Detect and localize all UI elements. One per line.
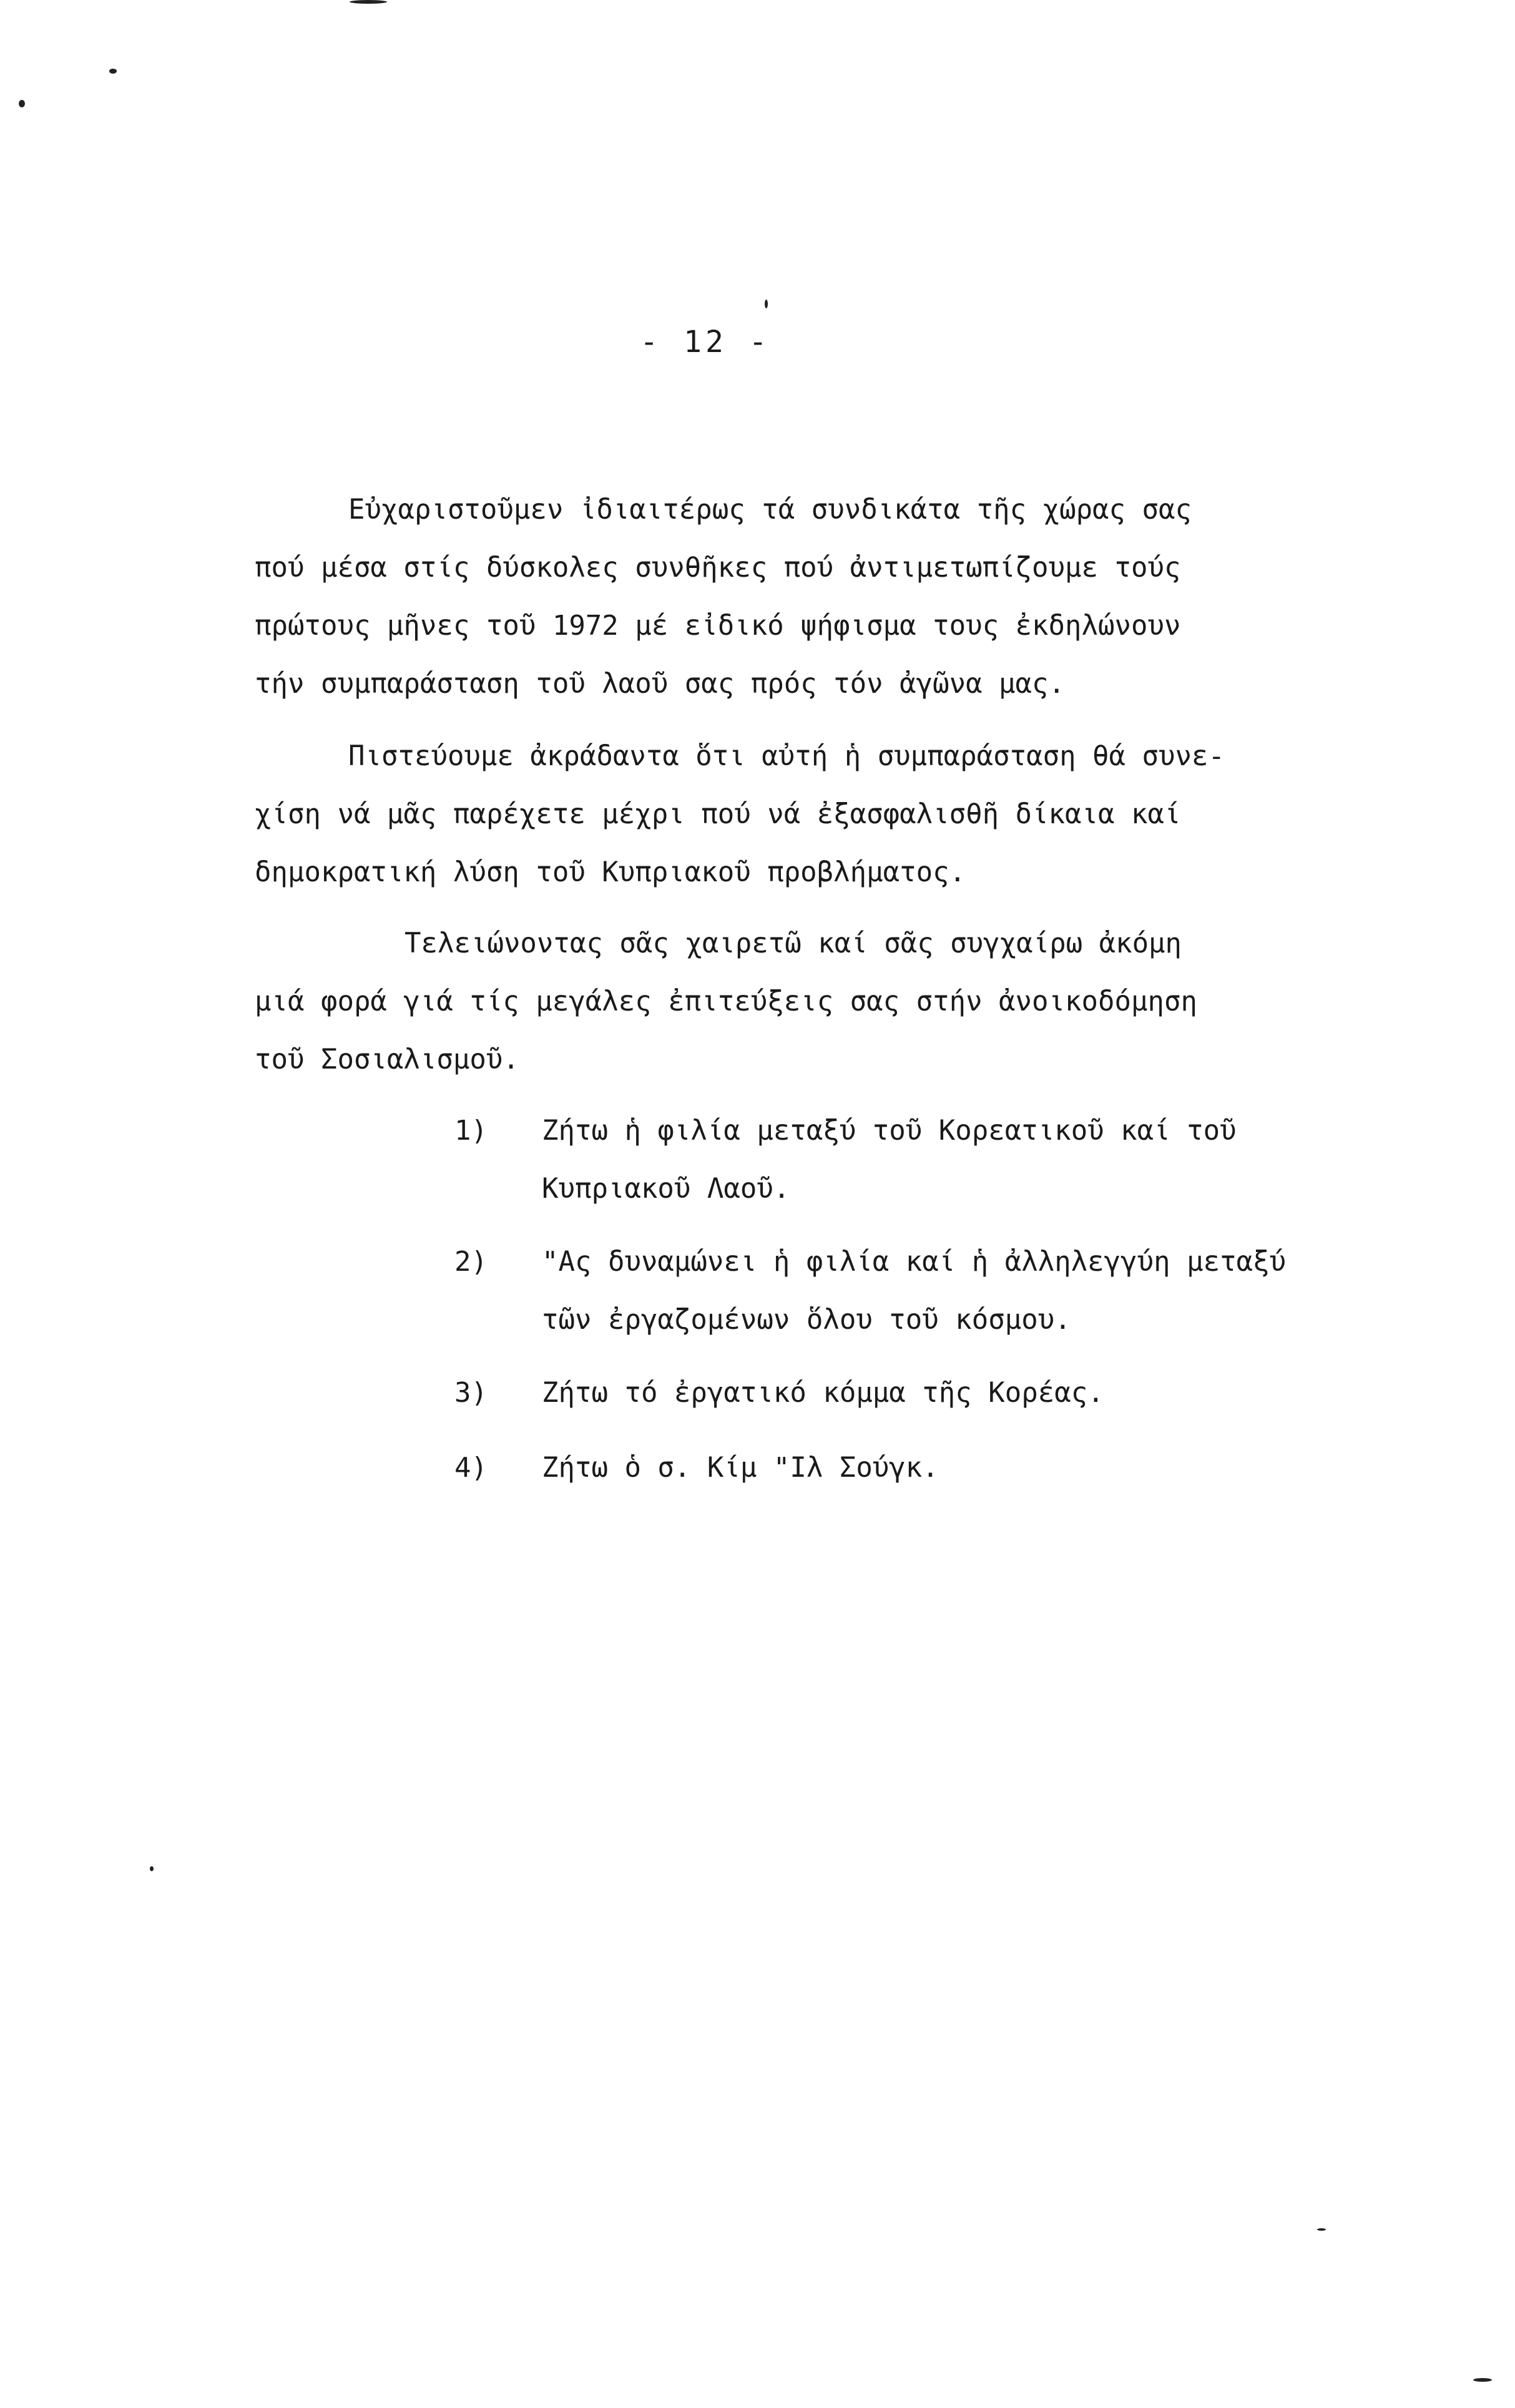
list-text: τῶν ἐργαζομένων ὅλου τοῦ κόσμου.: [542, 1304, 1071, 1336]
slogan-list: [255, 1102, 1378, 1539]
scan-speck: [19, 100, 25, 107]
paragraph-line: μιά φορά γιά τίς μεγάλες ἐπιτεύξεις σας στήν ἀνοικοδόμηση: [255, 986, 1197, 1017]
scan-speck: [765, 300, 768, 308]
paragraph-3: [255, 914, 1378, 1089]
paragraph-line: πού μέσα στίς δύσκολες συνθῆκες πού ἀντιμετωπίζουμε τούς: [255, 552, 1181, 584]
paragraph-line: Πιστεύουμε ἀκράδαντα ὅτι αὐτή ἡ συμπαράσταση θά συνε-: [348, 740, 1225, 772]
list-number: 3): [454, 1377, 488, 1409]
list-number: 2): [454, 1246, 488, 1278]
scan-speck: [1317, 2228, 1326, 2231]
scan-speck: [109, 69, 117, 74]
paragraph-line: χίση νά μᾶς παρέχετε μέχρι πού νά ἐξασφαλισθῆ δίκαια καί: [255, 798, 1181, 830]
list-number: 4): [454, 1452, 488, 1484]
list-number: 1): [454, 1115, 488, 1147]
scan-speck: [350, 0, 387, 4]
list-text: Κυπριακοῦ Λαοῦ.: [542, 1173, 790, 1205]
paragraph-line: Τελειώνοντας σᾶς χαιρετῶ καί σᾶς συγχαίρω ἀκόμη: [404, 927, 1182, 959]
paragraph-line: τήν συμπαράσταση τοῦ λαοῦ σας πρός τόν ἀγῶνα μας.: [255, 668, 1066, 700]
list-text: Ζήτω τό ἐργατικό κόμμα τῆς Κορέας.: [542, 1377, 1104, 1409]
list-text: "Ας δυναμώνει ἡ φιλία καί ἡ ἀλληλεγγύη μεταξύ: [542, 1246, 1287, 1278]
page-number: - 12 -: [640, 325, 771, 360]
paragraph-1: [255, 481, 1378, 713]
scan-speck: [1473, 2378, 1492, 2382]
list-text: Ζήτω ἡ φιλία μεταξύ τοῦ Κορεατικοῦ καί τοῦ: [542, 1115, 1237, 1147]
paragraph-line: τοῦ Σοσιαλισμοῦ.: [255, 1044, 519, 1075]
paragraph-line: Εὐχαριστοῦμεν ἰδιαιτέρως τά συνδικάτα τῆς χώρας σας: [348, 494, 1192, 526]
paragraph-2: [255, 727, 1378, 901]
paragraph-line: δημοκρατική λύση τοῦ Κυπριακοῦ προβλήματος.: [255, 856, 966, 888]
paragraph-line: πρώτους μῆνες τοῦ 1972 μέ εἰδικό ψήφισμα τους ἐκδηλώνουν: [255, 610, 1181, 642]
list-text: Ζήτω ὁ σ. Κίμ "Ιλ Σούγκ.: [542, 1452, 939, 1484]
scan-speck: [150, 1866, 154, 1871]
